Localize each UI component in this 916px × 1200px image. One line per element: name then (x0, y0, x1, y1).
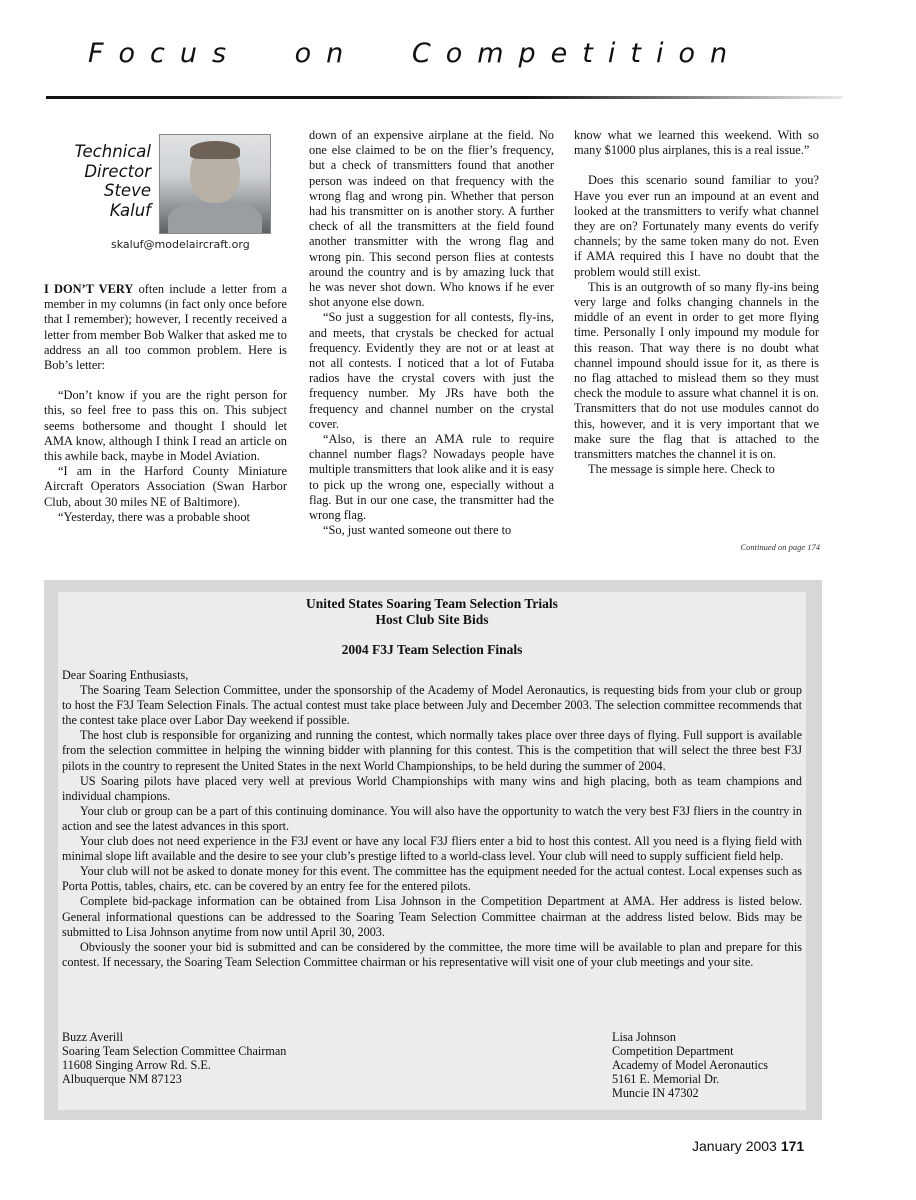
contact-line: Muncie IN 47302 (612, 1086, 699, 1100)
author-email[interactable]: skaluf@modelaircraft.org (111, 238, 250, 251)
article-paragraph: “Also, is there an AMA rule to require channel number flags? Nowadays people have multiple transmitters that look alike and it is easy to pick up the wrong one, especially without a flag. But in our one case, the transmitter had the wrong flag. (309, 432, 554, 523)
contact-line: Lisa Johnson (612, 1030, 676, 1044)
salutation: Dear Soaring Enthusiasts, (62, 668, 189, 682)
contact-line: Competition Department (612, 1044, 734, 1058)
author-photo (159, 134, 271, 234)
notice-paragraph: The Soaring Team Selection Committee, under the sponsorship of the Academy of Model Aeronautics, is requesting bids from your club or group to host the F3J Team Selection Finals. The actual contest must take place between July and December 2003. The selection committee recommends that the contest take place over Labor Day weekend if possible. (62, 683, 802, 728)
contact-line: 5161 E. Memorial Dr. (612, 1072, 720, 1086)
header-rule (46, 96, 842, 99)
contact-line: Soaring Team Selection Committee Chairman (62, 1044, 287, 1058)
notice-heading: 2004 F3J Team Selection Finals (341, 642, 523, 657)
notice-title: United States Soaring Team Selection Trials (306, 596, 558, 611)
article-column-2 (309, 128, 554, 538)
author-block (47, 130, 269, 230)
contact-left (62, 1030, 286, 1086)
article-paragraph: This is an outgrowth of so many fly-ins being very large and folks changing channels in the middle of an event in order to get more flying time. Personally I only impound my module for this reason. That way there is no doubt what channel impound should issue for it, as there is no flag attached to mislead them so they must check the module to assure what channel it is on. Transmitters that do not use modules cannot do this, however, and it is very important that we make sure the flag that is attached to the transmitters matches the channel it is on. (574, 279, 819, 462)
contact-line: Albuquerque NM 87123 (62, 1072, 182, 1086)
page-footer (692, 1138, 804, 1154)
notice-paragraph: Obviously the sooner your bid is submitted and can be considered by the committee, the more time will be available to plan and prepare for this contest. If necessary, the Soaring Team Selection Committee chairman or his representative will visit one of your club meetings and your site. (62, 939, 802, 969)
article-paragraph: down of an expensive airplane at the field. No one else claimed to be on the flier’s frequency, but a check of transmitters found that another person was indeed on that frequency with the wrong flag and wrong pin. Whether that person had his transmitter on is another story. A further check of all the transmitters at the field found another transmitter with the wrong flag and wrong pin. This second person flies at contests around the country and is by amazing luck that he was never shot down. Who knows if he ever shot anyone else down. (309, 128, 554, 310)
contact-right (612, 1030, 768, 1100)
article-paragraph (44, 282, 287, 373)
notice-paragraph: The host club is responsible for organizing and running the contest, which normally takes place over three days of flying. Full support is available from the selection committee in helping the winning bidder with planning for this contest. This is the competition that will select the three best F3J pilots in the country to represent the United States in the next World Championships, to be held during the summer of 2004. (62, 728, 802, 773)
article-column-1 (44, 282, 287, 525)
contact-line: Buzz Averill (62, 1030, 124, 1044)
notice-paragraph: Complete bid-package information can be obtained from Lisa Johnson in the Competition Department at AMA. Her address is listed below. General informational questions can be addressed to the Soaring Team Selection Committee chairman at the address listed below. Bids may be submitted to Lisa Johnson anytime from now until April 30, 2003. (62, 894, 802, 939)
author-byline (47, 142, 151, 220)
byline-line: Technical (74, 142, 151, 161)
paragraph-text: often include a letter from a member in my columns (in fact only once before that I remember); however, I recently received a letter from member Bob Walker that asked me to address an all too common problem. Here is Bob’s letter: (44, 282, 287, 373)
contact-line: 11608 Singing Arrow Rd. S.E. (62, 1058, 211, 1072)
article-paragraph: “So, just wanted someone out there to (323, 523, 512, 538)
article-paragraph: “I am in the Harford County Miniature Aircraft Operators Association (Swan Harbor Club, about 30 miles NE of Baltimore). (44, 464, 287, 509)
byline-line: Kaluf (109, 200, 151, 220)
notice-body (62, 668, 802, 970)
article-column-3 (574, 128, 819, 477)
article-paragraph: “So just a suggestion for all contests, fly-ins, and meets, that crystals be checked for actual frequency. Evidently they are not or at least at not all contests. I noticed that a lot of Futaba radios have the crystal covers with just the frequency number. My JRs have both the frequency and channel number on the crystal cover. (309, 310, 554, 431)
page-number: 171 (780, 1138, 805, 1154)
article-paragraph: know what we learned this weekend. With so many $1000 plus airplanes, this is a real issue.” (574, 128, 819, 158)
byline-line: Director (84, 161, 151, 181)
notice-paragraph: US Soaring pilots have placed very well at previous World Championships with many wins and high placing, both as team champions and individual champions. (62, 773, 802, 803)
byline-line: Steve (103, 181, 151, 200)
contact-line: Academy of Model Aeronautics (612, 1058, 769, 1072)
section-title: Focus on Competition (88, 38, 743, 69)
notice-subtitle: Host Club Site Bids (375, 612, 489, 627)
article-paragraph: “Don’t know if you are the right person for this, so feel free to pass this on. This subject seems bothersome and thought I should let AMA know, although I think I read an article on this awhile back, maybe in Model Aviation. (44, 388, 287, 464)
article-paragraph: “Yesterday, there was a probable shoot (58, 509, 250, 524)
continued-note: Continued on page 174 (740, 542, 820, 552)
issue-date: January 2003 (692, 1138, 777, 1154)
article-paragraph: Does this scenario sound familiar to you? Have you ever run an impound at an event and looked at the transmitters to verify what channel they are on? Fortunately many events do verify channels; by the same token many do not. Even if AMA required this I have no doubt that the problem would still exist. (574, 173, 819, 279)
lead-in: I DON’T VERY (44, 282, 134, 296)
notice-paragraph: Your club or group can be a part of this continuing dominance. You will also have the opportunity to watch the very best F3J fliers in the country in action and see the latest advances in this sport. (62, 803, 802, 833)
notice-paragraph: Your club does not need experience in the F3J event or have any local F3J fliers enter a bid to host this contest. All you need is a flying field with minimal slope lift available and the desire to see your club’s prestige lifted to a world-class level. Your club will need to supply sufficient field help. (62, 834, 802, 864)
notice-paragraph: Your club will not be asked to donate money for this event. The committee has the equipment needed for the actual contest. Local expenses such as Porta Pottis, tables, chairs, etc. can be covered by an entry fee for the entered pilots. (62, 864, 802, 894)
article-paragraph: The message is simple here. Check to (588, 462, 775, 477)
